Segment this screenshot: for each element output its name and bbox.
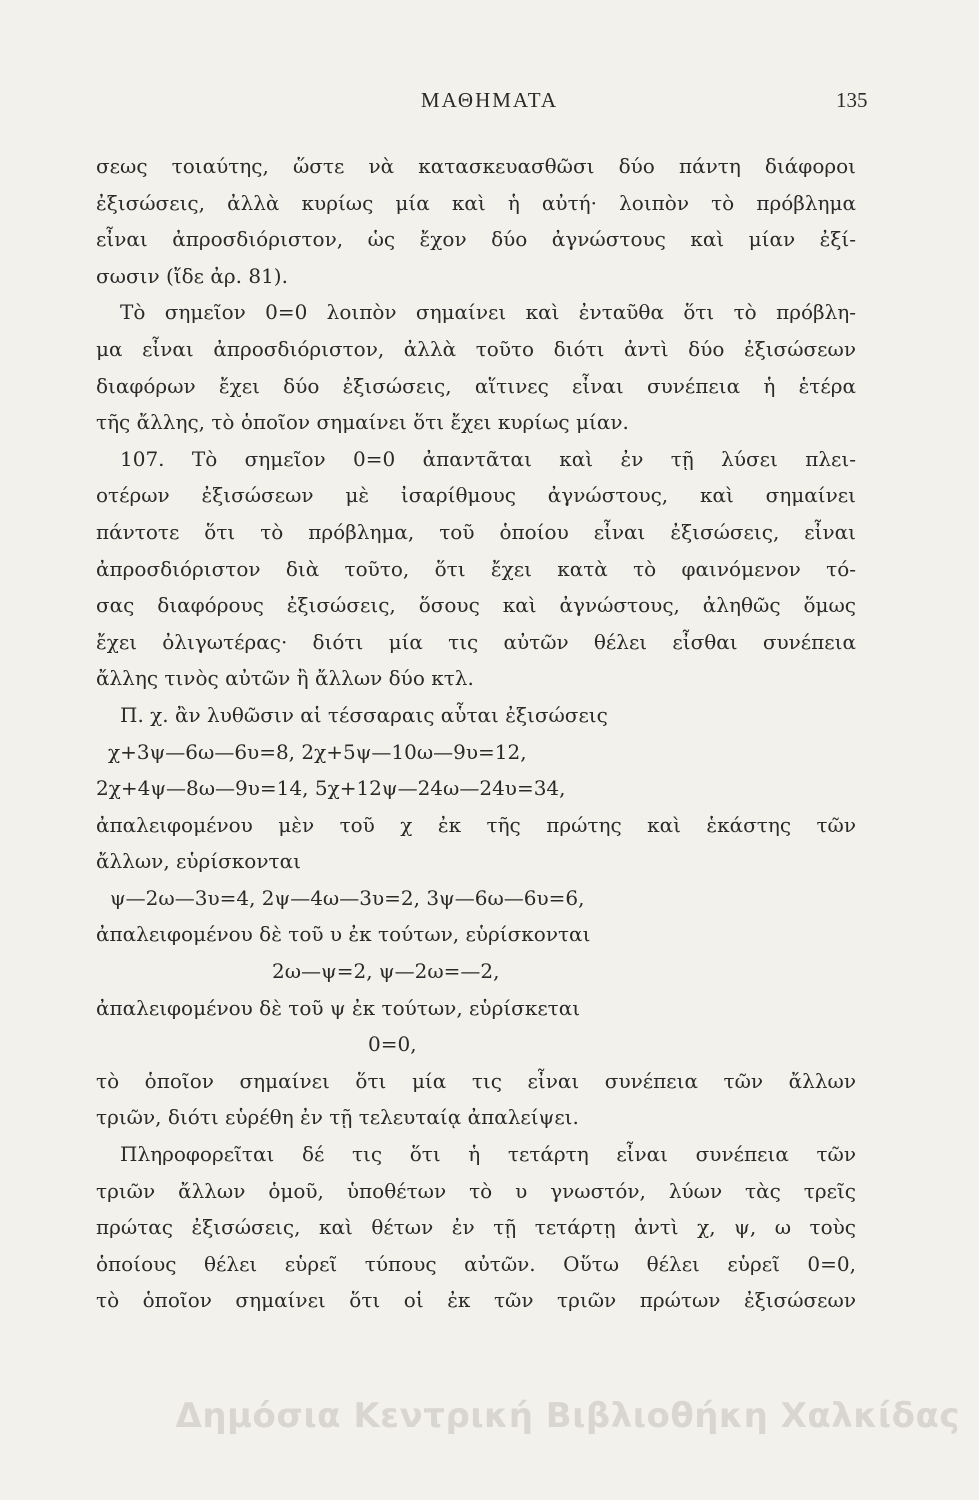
text-line: σωσιν (ἴδε ἀρ. 81). (96, 263, 288, 288)
text-line: ἐξισώσεις, ἀλλὰ κυρίως μία καὶ ἡ αὐτή· λοιπὸν τὸ πρόβλημα (96, 190, 856, 215)
text-line: σας διαφόρους ἐξισώσεις, ὅσους καὶ ἀγνώστους, ἀληθῶς ὅμως (96, 593, 856, 618)
text-line: ἀπαλειφομένου δὲ τοῦ υ ἐκ τούτων, εὑρίσκονται (96, 922, 591, 947)
library-watermark: Δημόσια Κεντρική Βιβλιοθήκη Χαλκίδας (175, 1396, 960, 1436)
text-line: ὁποίους θέλει εὑρεῖ τύπους αὐτῶν. Οὕτω θέλει εὑρεῖ 0=0, (96, 1251, 856, 1276)
page-number: 135 (836, 88, 868, 112)
text-line: πάντοτε ὅτι τὸ πρόβλημα, τοῦ ὁποίου εἶναι ἐξισώσεις, εἶναι (96, 519, 856, 544)
text-line: Π. χ. ἂν λυθῶσιν αἱ τέσσαραις αὗται ἐξισώσεις (120, 702, 608, 727)
equation-line: ψ—2ω—3υ=4, 2ψ—4ω—3υ=2, 3ψ—6ω—6υ=6, (110, 885, 585, 910)
text-line: τὸ ὁποῖον σημαίνει ὅτι οἱ ἐκ τῶν τριῶν πρώτων ἐξισώσεων (96, 1288, 856, 1313)
text-line: σεως τοιαύτης, ὥστε νὰ κατασκευασθῶσι δύο πάντη διάφοροι (96, 154, 856, 178)
equation-line: χ+3ψ—6ω—6υ=8, 2χ+5ψ—10ω—9υ=12, (108, 739, 527, 764)
text-line: τριῶν, διότι εὑρέθη ἐν τῇ τελευταίᾳ ἀπαλείψει. (96, 1105, 579, 1130)
text-line: ἀπροσδιόριστον διὰ τοῦτο, ὅτι ἔχει κατὰ τὸ φαινόμενον τό- (96, 556, 856, 581)
text-line: τῆς ἄλλης, τὸ ὁποῖον σημαίνει ὅτι ἔχει κυρίως μίαν. (96, 410, 629, 435)
equation-line: 0=0, (368, 1032, 417, 1057)
text-line: ἀπαλειφομένου μὲν τοῦ χ ἐκ τῆς πρώτης καὶ ἑκάστης τῶν (96, 812, 856, 837)
text-line: ἄλλων, εὑρίσκονται (96, 849, 301, 874)
text-line: διαφόρων ἔχει δύο ἐξισώσεις, αἵτινες εἶναι συνέπεια ἡ ἑτέρα (96, 373, 856, 398)
text-line: ἄλλης τινὸς αὐτῶν ἢ ἄλλων δύο κτλ. (96, 666, 474, 691)
text-line: ἀπαλειφομένου δὲ τοῦ ψ ἐκ τούτων, εὑρίσκεται (96, 995, 581, 1020)
text-line: εἶναι ἀπροσδιόριστον, ὡς ἔχον δύο ἀγνώστους καὶ μίαν ἐξί- (96, 227, 856, 252)
section-107-start: 107. Τὸ σημεῖον 0=0 ἀπαντᾶται καὶ ἐν τῇ λύσει πλει- (120, 446, 856, 471)
text-line: ἔχει ὀλιγωτέρας· διότι μία τις αὐτῶν θέλει εἶσθαι συνέπεια (96, 629, 856, 654)
text-line: Τὸ σημεῖον 0=0 λοιπὸν σημαίνει καὶ ἐνταῦθα ὅτι τὸ πρόβλη- (120, 300, 856, 325)
text-line: τριῶν ἄλλων ὁμοῦ, ὑποθέτων τὸ υ γνωστόν, λύων τὰς τρεῖς (96, 1178, 856, 1203)
text-line: τὸ ὁποῖον σημαίνει ὅτι μία τις εἶναι συνέπεια τῶν ἄλλων (96, 1068, 856, 1093)
text-line: οτέρων ἐξισώσεων μὲ ἰσαρίθμους ἀγνώστους, καὶ σημαίνει (96, 483, 856, 508)
text-line: μα εἶναι ἀπροσδιόριστον, ἀλλὰ τοῦτο διότι ἀντὶ δύο ἐξισώσεων (96, 336, 856, 361)
equation-line: 2χ+4ψ—8ω—9υ=14, 5χ+12ψ—24ω—24υ=34, (96, 776, 566, 801)
text-line: πρώτας ἐξισώσεις, καὶ θέτων ἐν τῇ τετάρτῃ ἀντὶ χ, ψ, ω τοὺς (96, 1215, 856, 1240)
body-text (96, 148, 856, 1319)
text-line: Πληροφορεῖται δέ τις ὅτι ἡ τετάρτη εἶναι συνέπεια τῶν (120, 1142, 856, 1167)
equation-line: 2ω—ψ=2, ψ—2ω=—2, (272, 959, 500, 984)
running-title: ΜΑΘΗΜΑΤΑ (420, 88, 559, 112)
